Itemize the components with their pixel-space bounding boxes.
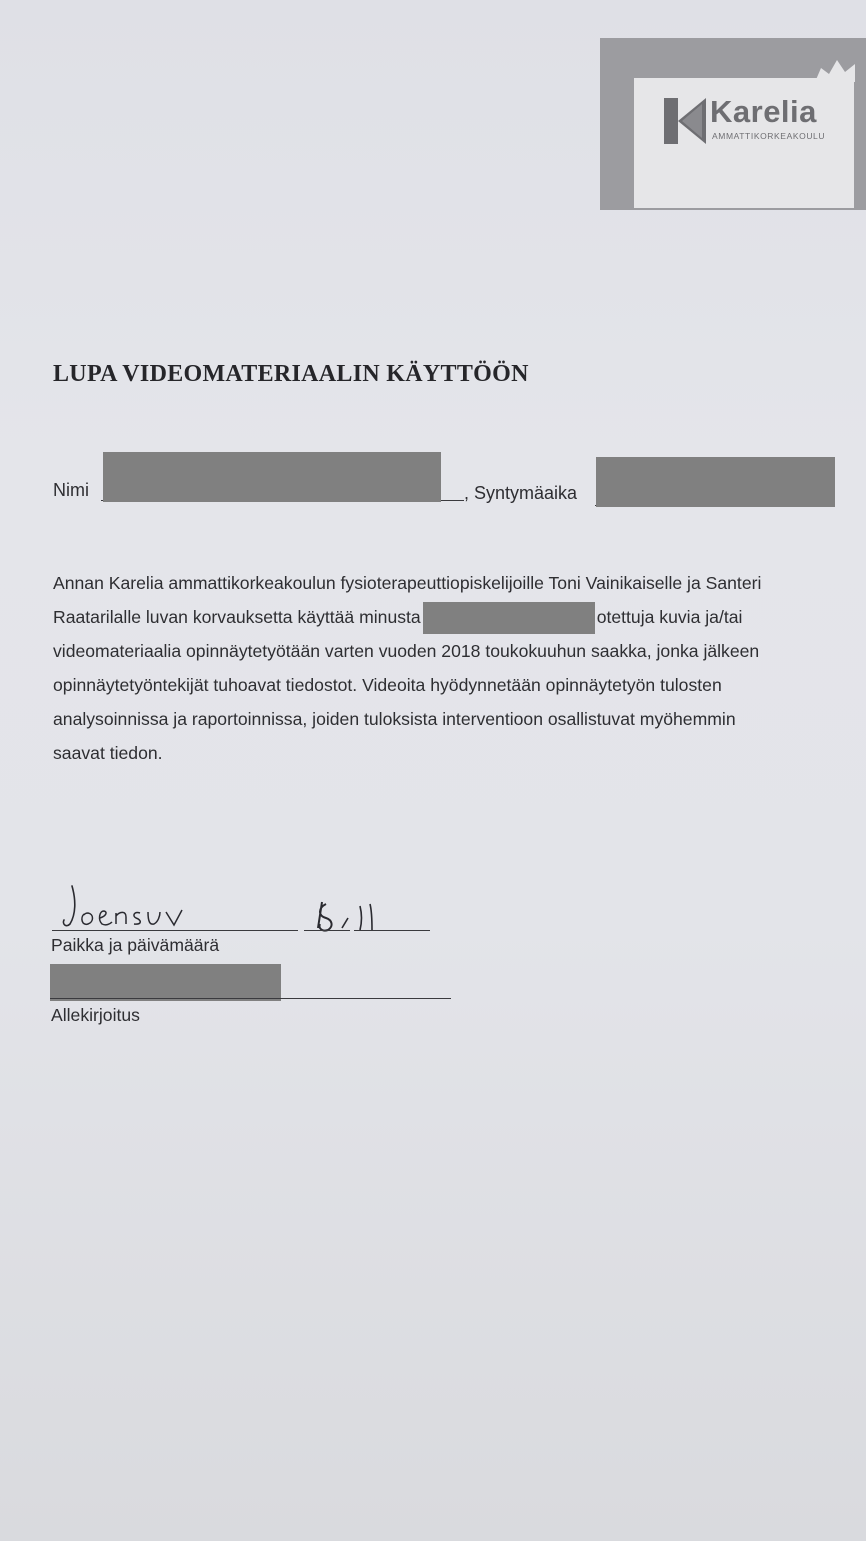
handwritten-date (312, 898, 402, 934)
signature-redaction (50, 964, 281, 1001)
month-underline (354, 930, 430, 931)
paragraph-line2-start: Raatarilalle luvan korvauksetta käyttää minusta (53, 607, 421, 627)
document-title: LUPA VIDEOMATERIAALIN KÄYTTÖÖN (53, 361, 529, 387)
logo-notch-shape (815, 60, 855, 82)
signature-label: Allekirjoitus (51, 1005, 140, 1025)
signature-underline (50, 998, 451, 999)
paragraph-line: videomateriaalia opinnäytetyötään varten vuoden 2018 toukokuuhun saakka, jonka jälkeen (53, 641, 760, 662)
place-underline (52, 930, 298, 931)
name-label: Nimi (53, 480, 89, 500)
inline-redaction (423, 602, 595, 634)
birthdate-redaction (596, 457, 835, 507)
consent-paragraph (53, 566, 819, 770)
karelia-k-mark-icon (664, 98, 706, 144)
paragraph-line: opinnäytetyöntekijät tuhoavat tiedostot. Videoita hyödynnetään opinnäytetyön tulosten (53, 675, 722, 696)
handwritten-place (62, 880, 222, 932)
birthdate-label: , Syntymäaika (464, 483, 578, 503)
paragraph-line: Annan Karelia ammattikorkeakoulun fysioterapeuttiopiskelijoille Toni Vainikaiselle ja Santeri (53, 573, 762, 593)
day-underline (304, 930, 350, 931)
logo-name: Karelia (710, 94, 817, 129)
paragraph-line: saavat tiedon. (53, 743, 163, 764)
name-redaction (103, 452, 441, 502)
logo-subtitle: AMMATTIKORKEAKOULU (712, 131, 826, 141)
paragraph-line2-end: otettuja kuvia ja/tai (596, 607, 743, 627)
place-date-label: Paikka ja päivämäärä (51, 935, 220, 955)
paragraph-line: analysoinnissa ja raportoinnissa, joiden tuloksista interventioon osallistuvat myöhemmin (53, 709, 736, 730)
paragraph-line-with-redaction (53, 600, 819, 634)
